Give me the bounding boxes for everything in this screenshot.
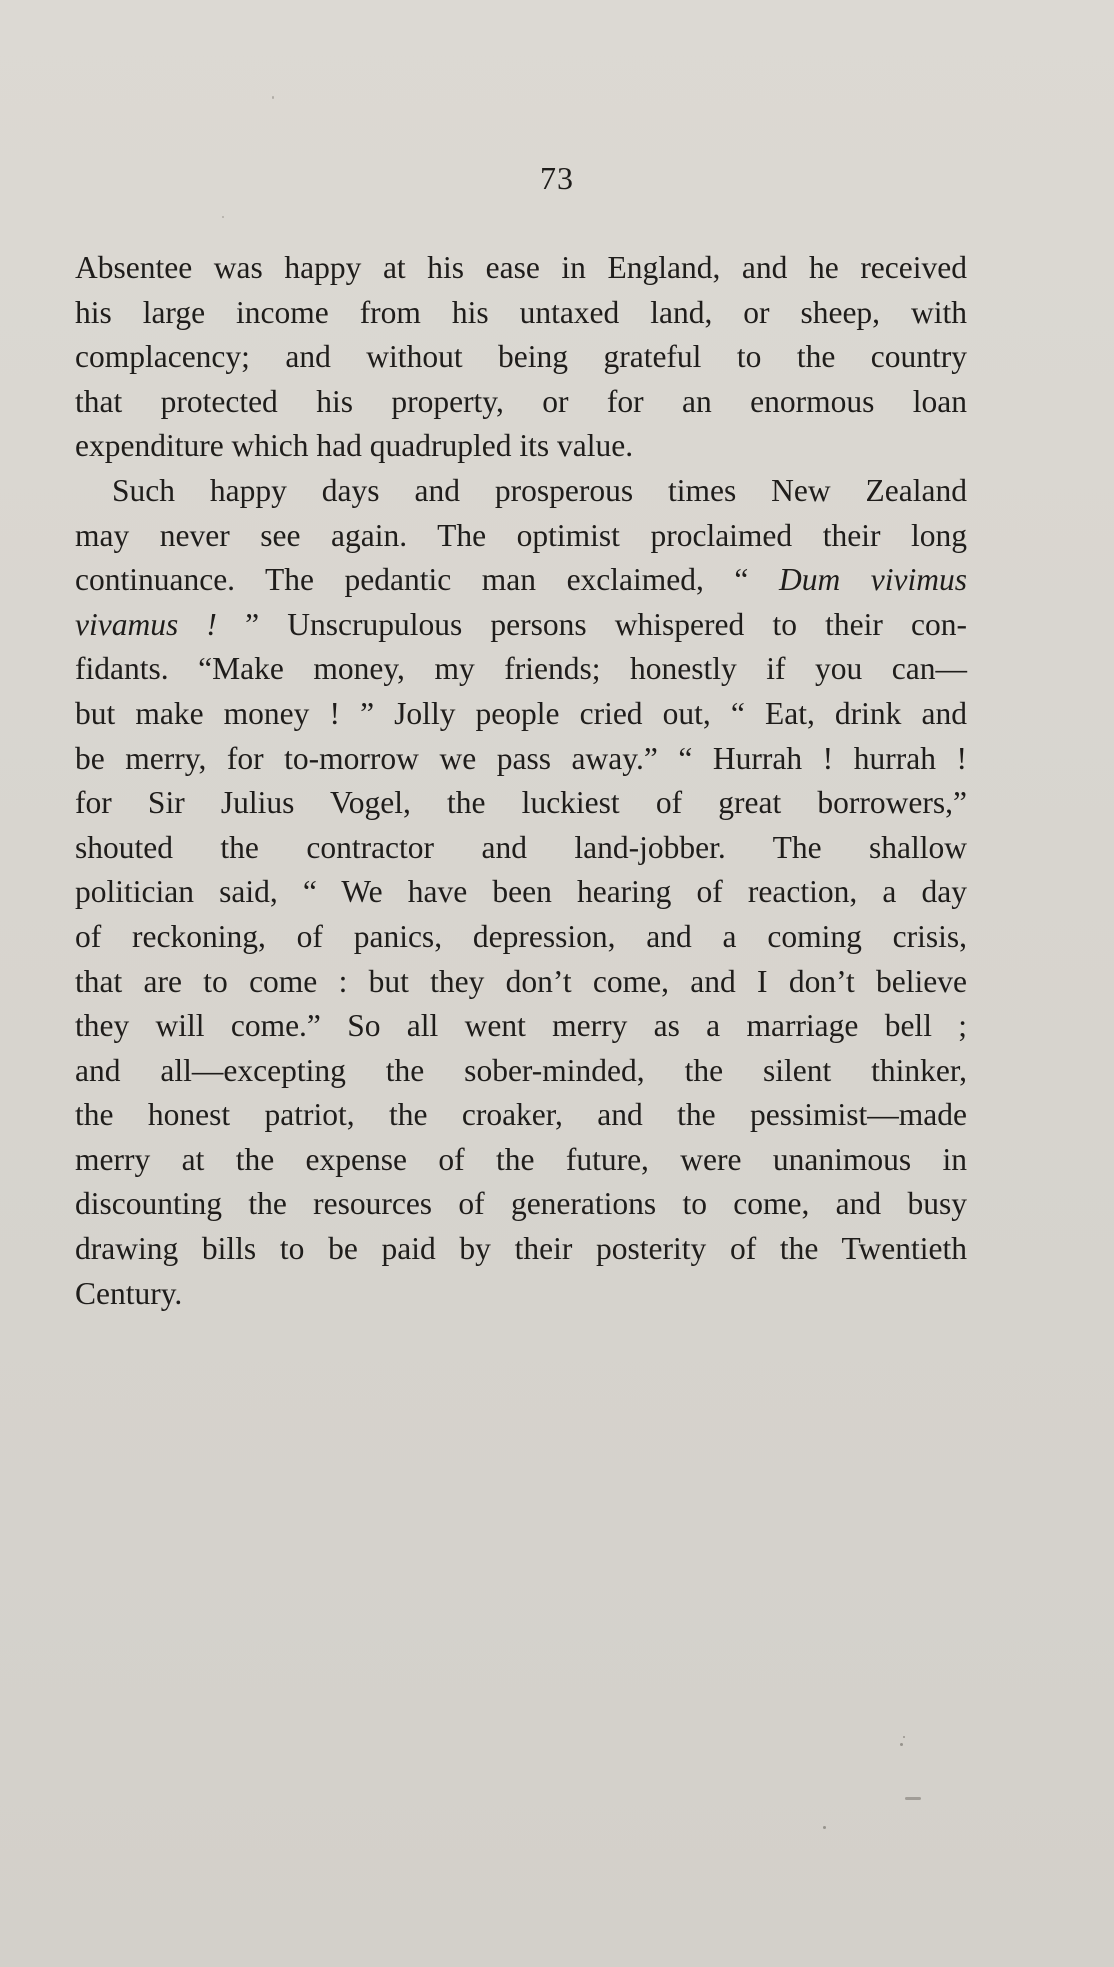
paper-speck [823, 1826, 826, 1829]
text-line: and all—excepting the sober-minded, the silent thinker, [75, 1052, 967, 1088]
text-line: Absentee was happy at his ease in England, and he received [75, 250, 967, 285]
text-line: merry at the expense of the future, were unanimous in [75, 1141, 967, 1177]
text-line: discounting the resources of generations to come, and busy [75, 1186, 967, 1222]
text-line: they will come.” So all went merry as a marriage bell ; [75, 1008, 967, 1044]
paper-speck [272, 96, 274, 99]
text-line: complacency; and without being grateful to the country [75, 339, 967, 375]
text-line: that protected his property, or for an enormous loan [75, 383, 967, 419]
text-line: shouted the contractor and land-jobber. The shallow [75, 829, 967, 865]
page-number: 73 [540, 160, 574, 196]
latin-phrase: Dum vivimus [778, 562, 967, 598]
text-line: Century. [75, 1275, 183, 1311]
text-line: vivamus ! ” Unscrupulous persons whispered to their con- [75, 606, 967, 642]
paper-speck [900, 1743, 903, 1746]
text-line: continuance. The pedantic man exclaimed, “ Dum vivimus [75, 562, 967, 598]
paper-speck [903, 1736, 905, 1738]
text-line: be merry, for to-morrow we pass away.” “ Hurrah ! hurrah ! [75, 740, 967, 776]
text-line: fidants. “Make money, my friends; honestly if you can— [75, 651, 967, 687]
body-text [75, 246, 967, 1316]
text-line: his large income from his untaxed land, or sheep, with [75, 294, 967, 330]
text-line: expenditure which had quadrupled its value. [75, 428, 634, 464]
text-line: may never see again. The optimist proclaimed their long [75, 517, 967, 553]
text-line: but make money ! ” Jolly people cried out, “ Eat, drink and [75, 695, 967, 731]
text-line: the honest patriot, the croaker, and the pessimist—made [75, 1097, 967, 1133]
text-line: that are to come : but they don’t come, and I don’t believe [75, 963, 967, 999]
text-line: drawing bills to be paid by their posterity of the Twentieth [75, 1231, 967, 1267]
paper-speck [222, 216, 224, 218]
text-line: politician said, “ We have been hearing of reaction, a day [75, 874, 967, 910]
latin-phrase: vivamus ! [75, 606, 217, 642]
paragraph-start-line: Such happy days and prosperous times New Zealand [112, 472, 967, 508]
text-line: of reckoning, of panics, depression, and a coming crisis, [75, 918, 967, 954]
text-line: for Sir Julius Vogel, the luckiest of great borrowers,” [75, 785, 967, 821]
paper-speck [905, 1797, 921, 1800]
